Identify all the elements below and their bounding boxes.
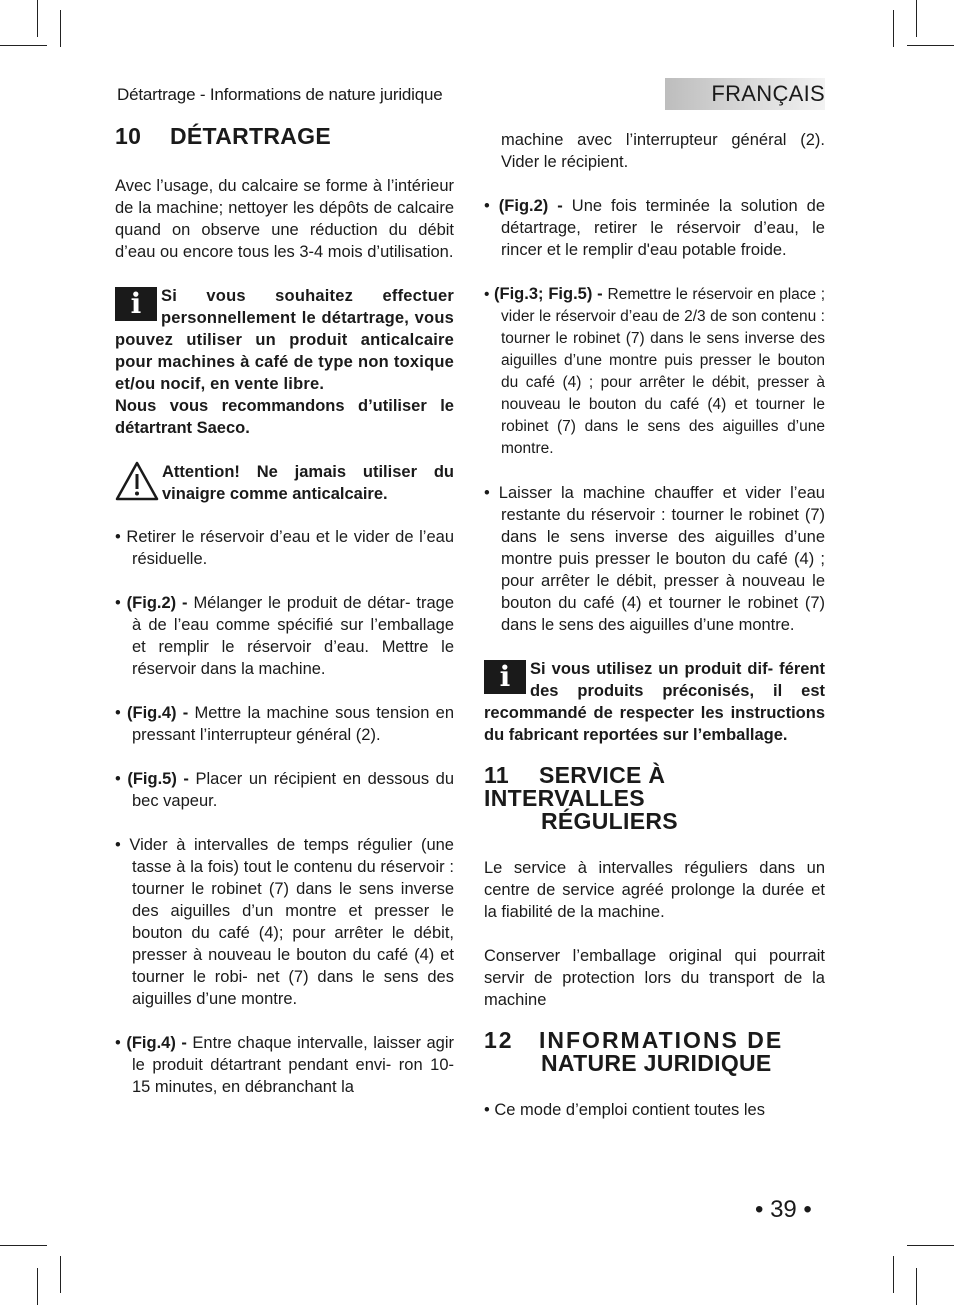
left-column	[115, 125, 454, 1098]
warning-note	[115, 461, 454, 505]
list-item: • (Fig.3; Fig.5) - Remettre le réservoir en place ; vider le réservoir d’eau de 2/3 de son contenu : tourner le robinet (7) dans le sens inverse des aiguilles d’une montre puis presser le bouton du café (4) ; pour arrêter le débit, presser à nouveau le bouton du café (4) et tourner le robinet (7) dans le sens des aiguilles d’une montre.	[484, 285, 825, 457]
section-number: 11	[484, 762, 509, 788]
crop-mark	[907, 45, 954, 46]
language-label: FRANÇAIS	[711, 81, 825, 106]
section-title-cont: RÉGULIERS	[541, 808, 678, 834]
info-note-text-2: Nous vous recommandons d’utiliser le détartrant Saeco.	[115, 397, 454, 437]
crop-mark	[37, 0, 38, 37]
section-10-heading	[115, 125, 454, 148]
crop-mark	[893, 10, 894, 47]
list-item-text: Mélanger le produit de détar- trage à de l’eau comme spécifié sur l’emballage et remplir le réservoir d’eau. Mettre le réservoir dans la machine.	[132, 594, 454, 678]
list-item-text: Vider à intervalles de temps régulier (une tasse à la fois) tout le contenu du réservoir : tourner le robinet (7) dans le sens inverse des aiguilles d’un montre et presser le bouton du café (4); pour arrêter le débit, presser à nouveau le bouton du café (4) et tourner le robi- net (7) dans le sens des aiguilles d’une montre.	[129, 836, 454, 1008]
figure-ref: (Fig.2) -	[498, 197, 572, 215]
crop-mark	[916, 1268, 917, 1305]
figure-ref: (Fig.4) -	[127, 704, 195, 722]
crop-mark	[60, 10, 61, 47]
list-item: • (Fig.2) - Mélanger le produit de détar- trage à de l’eau comme spécifié sur l’emballage et remplir le réservoir d’eau. Mettre le réservoir dans la machine.	[115, 594, 454, 678]
list-item-text: Laisser la machine chauffer et vider l’eau restante du réservoir : tourner le robinet (7) dans le sens inverse des aiguilles d’une montre puis presser le bouton du café (4) ; pour arrêter le débit, presser à nouveau le bouton du café (4) et tourner le robinet (7) dans le sens des aiguilles d’une montre.	[498, 484, 825, 634]
intro-paragraph: Avec l’usage, du calcaire se forme à l’intérieur de la machine; nettoyer les dépôts de calcaire quand on observe une réduction du débit d’eau ou encore tous les 3-4 mois d’utilisation.	[115, 177, 454, 261]
info-note-text: Si vous souhaitez effectuer personnellement le détartrage, vous pouvez utiliser un produit anticalcaire pour machines à café de type non toxique et/ou nocif, en vente libre.	[115, 287, 454, 393]
running-header: Détartrage - Informations de nature juridique	[117, 85, 443, 104]
list-item: • Retirer le réservoir d’eau et le vider de l’eau résiduelle.	[115, 528, 454, 568]
list-item-text: Une fois terminée la solution de détartrage, retirer le réservoir d’eau, le rincer et le remplir d'eau potable froide.	[501, 197, 825, 259]
figure-ref: (Fig.2) -	[126, 594, 194, 612]
crop-mark	[37, 1268, 38, 1305]
list-item: • (Fig.5) - Placer un récipient en dessous du bec vapeur.	[115, 770, 455, 810]
info-icon: i	[484, 660, 526, 694]
language-tab	[665, 78, 825, 110]
right-column	[484, 129, 825, 1121]
list-item: • Laisser la machine chauffer et vider l’eau restante du réservoir : tourner le robinet (7) dans le sens inverse des aiguilles d’une montre puis presser le bouton du café (4) ; pour arrêter le débit, presser à nouveau le bouton du café (4) et tourner le robinet (7) dans le sens des aiguilles d’une montre.	[484, 484, 825, 634]
list-item-text: Ce mode d’emploi contient toutes les	[494, 1101, 765, 1119]
list-item: • Ce mode d’emploi contient toutes les	[484, 1101, 765, 1119]
list-item-text: Remettre le réservoir en place ; vider le réservoir d’eau de 2/3 de son contenu : tourner le robinet (7) dans le sens inverse des aiguilles d’une montre puis presser le bouton du café (4) ; pour arrêter le débit, presser à nouveau le bouton du café (4) et tourner le robinet (7) dans le sens des aiguilles d’une montre.	[501, 286, 825, 457]
figure-ref: (Fig.4) -	[126, 1034, 193, 1052]
crop-mark	[907, 1245, 954, 1246]
info-note	[115, 285, 454, 439]
list-item-text: Mettre la machine sous tension en pressant l’interrupteur général (2).	[132, 704, 454, 744]
figure-ref: (Fig.3; Fig.5) -	[494, 285, 608, 303]
section-title: INFORMATIONS DE	[539, 1027, 784, 1053]
crop-mark	[893, 1256, 894, 1293]
list-item: • (Fig.2) - Une fois terminée la solution de détartrage, retirer le réservoir d’eau, le rincer et le remplir d'eau potable froide.	[484, 197, 825, 259]
list-item-text: Retirer le réservoir d’eau et le vider de l’eau résiduelle.	[126, 528, 454, 568]
crop-mark	[0, 1245, 47, 1246]
info-note-text: Si vous utilisez un produit dif- férent des produits préconisés, il est recommandé de respecter les instructions du fabricant reportées sur l’emballage.	[484, 660, 825, 744]
section-number: 10	[115, 123, 142, 149]
list-item: • (Fig.4) - Mettre la machine sous tension en pressant l’interrupteur général (2).	[115, 704, 454, 744]
list-item-text: Entre chaque intervalle, laisser agir le produit détartrant pendant envi- ron 10-15 minutes, en débranchant la	[132, 1034, 454, 1096]
section-title-cont: NATURE JURIDIQUE	[541, 1050, 772, 1076]
page-number: • 39 •	[755, 1196, 812, 1223]
section-title: SERVICE À INTERVALLES	[484, 762, 666, 811]
paragraph: Le service à intervalles réguliers dans un centre de service agréé prolonge la durée et la fiabilité de la machine.	[484, 859, 825, 921]
info-note	[484, 658, 825, 746]
list-item: • Vider à intervalles de temps régulier (une tasse à la fois) tout le contenu du réservoir : tourner le robinet (7) dans le sens inverse des aiguilles d’un montre et presser le bouton du café (4); pour arrêter le débit, presser à nouveau le bouton du café (4) et tourner le robi- net (7) dans le sens des aiguilles d’une montre.	[115, 836, 454, 1008]
list-item-text: Placer un récipient en dessous du bec vapeur.	[132, 770, 455, 810]
figure-ref: (Fig.5) -	[127, 770, 196, 788]
crop-mark	[60, 1256, 61, 1293]
warning-text: Attention! Ne jamais utiliser du vinaigre comme anticalcaire.	[162, 463, 454, 503]
section-12-heading	[484, 1029, 825, 1075]
section-number: 12	[484, 1027, 514, 1053]
warning-triangle-icon	[115, 461, 159, 501]
crop-mark	[0, 45, 47, 46]
paragraph: Conserver l’emballage original qui pourrait servir de protection lors du transport de la machine	[484, 947, 825, 1009]
info-icon: i	[115, 287, 157, 321]
section-11-heading	[484, 764, 825, 833]
crop-mark	[916, 0, 917, 37]
continued-text: machine avec l’interrupteur général (2). Vider le récipient.	[501, 131, 825, 171]
list-item: • (Fig.4) - Entre chaque intervalle, laisser agir le produit détartrant pendant envi- ron 10-15 minutes, en débranchant la	[115, 1034, 454, 1096]
section-title: DÉTARTRAGE	[170, 123, 332, 149]
